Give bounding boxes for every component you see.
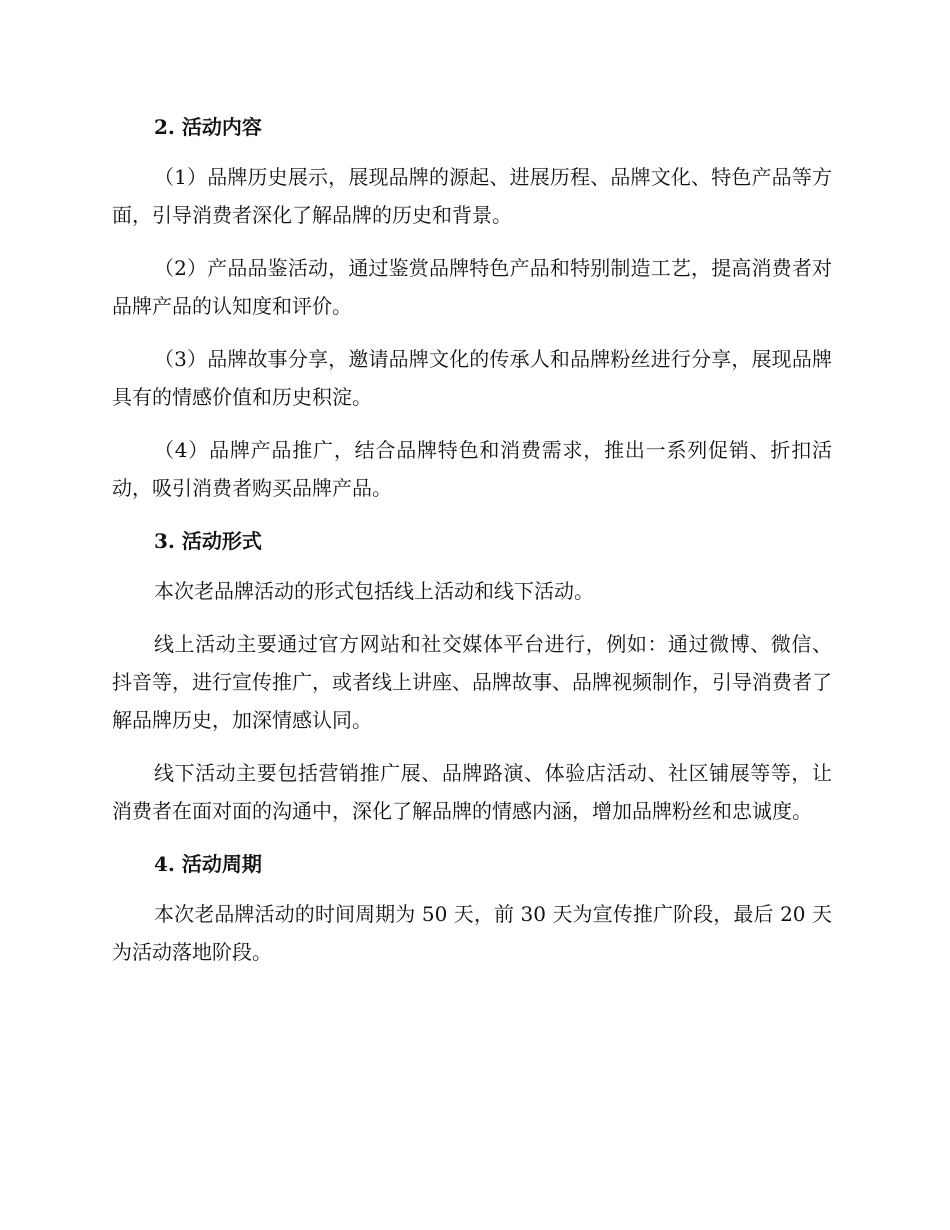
- paragraph: 线下活动主要包括营销推广展、品牌路演、体验店活动、社区铺展等等，让消费者在面对面的沟通中，深化了解品牌的情感内涵，增加品牌粉丝和忠诚度。: [112, 761, 832, 823]
- paragraph: （4）品牌产品推广，结合品牌特色和消费需求，推出一系列促销、折扣活动，吸引消费者购买品牌产品。: [112, 438, 832, 500]
- paragraph: 线上活动主要通过官方网站和社交媒体平台进行，例如：通过微博、微信、抖音等，进行宣传推广，或者线上讲座、品牌故事、品牌视频制作，引导消费者了解品牌历史，加深情感认同。: [112, 632, 832, 732]
- paragraph: （3）品牌故事分享，邀请品牌文化的传承人和品牌粉丝进行分享，展现品牌具有的情感价值和历史积淀。: [112, 347, 832, 409]
- section-heading: 3. 活动形式: [154, 529, 262, 553]
- section-activity-content: [112, 108, 832, 507]
- paragraph: 本次老品牌活动的形式包括线上活动和线下活动。: [154, 579, 594, 603]
- section-activity-period: [112, 845, 832, 971]
- paragraph: （2）产品品鉴活动，通过鉴赏品牌特色产品和特别制造工艺，提高消费者对品牌产品的认知度和评价。: [112, 256, 832, 318]
- section-activity-format: [112, 522, 832, 830]
- paragraph: （1）品牌历史展示，展现品牌的源起、进展历程、品牌文化、特色产品等方面，引导消费者深化了解品牌的历史和背景。: [112, 165, 832, 227]
- section-heading: 4. 活动周期: [154, 852, 262, 876]
- paragraph: 本次老品牌活动的时间周期为 50 天，前 30 天为宣传推广阶段，最后 20 天为活动落地阶段。: [112, 902, 832, 964]
- section-heading: 2. 活动内容: [154, 115, 262, 139]
- document-body: [112, 108, 832, 986]
